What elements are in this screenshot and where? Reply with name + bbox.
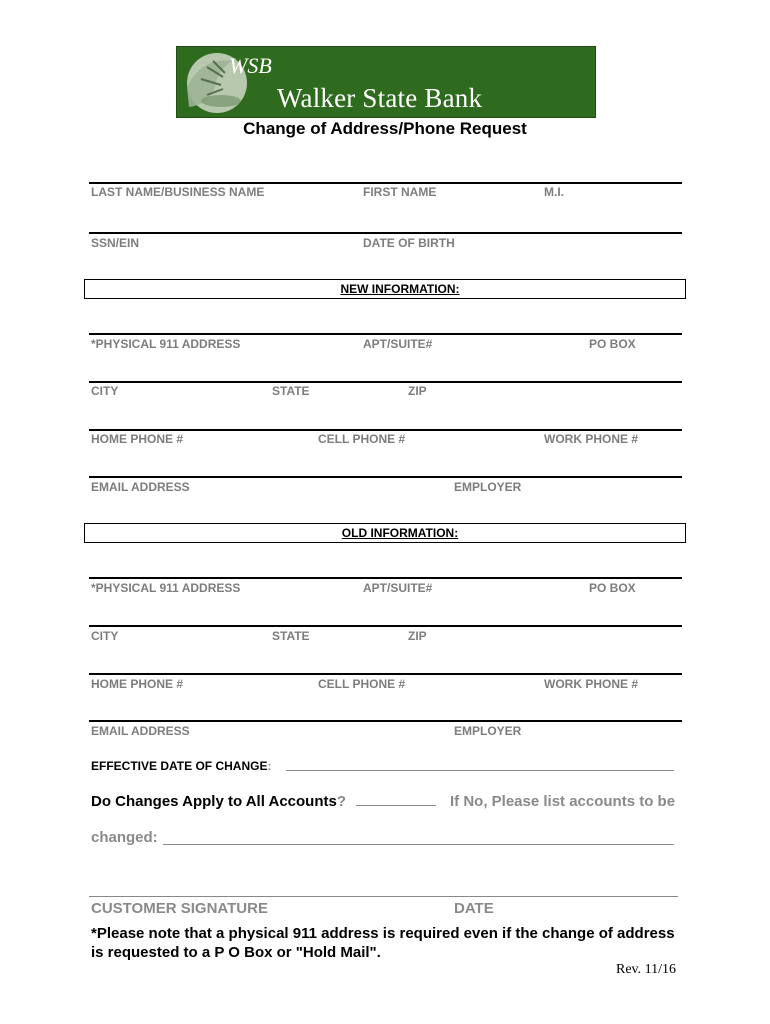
divider — [89, 720, 682, 722]
physical-address-note: *Please note that a physical 911 address is required even if the change of address is requested to a P O Box or "Hold Mail". — [91, 925, 675, 961]
divider — [89, 625, 682, 627]
new-apt-suite-field[interactable]: APT/SUITE# — [363, 337, 433, 351]
logo-text: Walker State Bank — [277, 83, 483, 113]
divider — [89, 429, 682, 431]
new-email-field[interactable]: EMAIL ADDRESS — [91, 480, 190, 494]
divider — [89, 182, 682, 184]
old-information-heading: OLD INFORMATION: — [84, 523, 686, 543]
bank-logo — [176, 46, 596, 118]
divider — [89, 333, 682, 335]
revision-label: Rev. 11/16 — [616, 962, 677, 977]
date-of-birth-field[interactable]: DATE OF BIRTH — [363, 236, 455, 250]
old-apt-suite-field[interactable]: APT/SUITE# — [363, 581, 433, 595]
new-po-box-field[interactable]: PO BOX — [589, 337, 636, 351]
logo-monogram: WSB — [229, 53, 272, 78]
signature-line[interactable] — [89, 896, 678, 897]
first-name-field[interactable]: FIRST NAME — [363, 185, 437, 199]
if-no-instruction: If No, Please list accounts to be — [450, 793, 676, 810]
signature-date-label: DATE — [454, 900, 494, 917]
old-physical-address-field[interactable]: *PHYSICAL 911 ADDRESS — [91, 581, 241, 595]
new-home-phone-field[interactable]: HOME PHONE # — [91, 432, 184, 446]
new-state-field[interactable]: STATE — [272, 384, 310, 398]
divider — [89, 673, 682, 675]
new-information-heading: NEW INFORMATION: — [84, 279, 686, 299]
divider — [89, 476, 682, 478]
old-state-field[interactable]: STATE — [272, 629, 310, 643]
old-zip-field[interactable]: ZIP — [408, 629, 427, 643]
effective-date-input[interactable] — [286, 759, 674, 771]
divider — [89, 577, 682, 579]
divider — [89, 232, 682, 234]
old-cell-phone-field[interactable]: CELL PHONE # — [318, 677, 406, 691]
effective-date-label: EFFECTIVE DATE OF CHANGE: — [91, 759, 272, 773]
customer-signature-label: CUSTOMER SIGNATURE — [91, 900, 268, 917]
changed-accounts-label: changed: — [91, 829, 158, 846]
old-employer-field[interactable]: EMPLOYER — [454, 724, 522, 738]
ssn-field[interactable]: SSN/EIN — [91, 236, 140, 250]
last-name-field[interactable]: LAST NAME/BUSINESS NAME — [91, 185, 265, 199]
old-city-field[interactable]: CITY — [91, 629, 119, 643]
all-accounts-question: Do Changes Apply to All Accounts? — [91, 793, 347, 810]
new-city-field[interactable]: CITY — [91, 384, 119, 398]
changed-accounts-input[interactable] — [163, 833, 674, 845]
all-accounts-input[interactable] — [356, 794, 436, 806]
old-email-field[interactable]: EMAIL ADDRESS — [91, 724, 190, 738]
form-title: Change of Address/Phone Request — [243, 119, 527, 138]
middle-initial-field[interactable]: M.I. — [544, 185, 564, 199]
new-cell-phone-field[interactable]: CELL PHONE # — [318, 432, 406, 446]
old-po-box-field[interactable]: PO BOX — [589, 581, 636, 595]
new-physical-address-field[interactable]: *PHYSICAL 911 ADDRESS — [91, 337, 241, 351]
divider — [89, 381, 682, 383]
new-employer-field[interactable]: EMPLOYER — [454, 480, 522, 494]
old-work-phone-field[interactable]: WORK PHONE # — [544, 677, 639, 691]
old-home-phone-field[interactable]: HOME PHONE # — [91, 677, 184, 691]
new-work-phone-field[interactable]: WORK PHONE # — [544, 432, 639, 446]
new-zip-field[interactable]: ZIP — [408, 384, 427, 398]
